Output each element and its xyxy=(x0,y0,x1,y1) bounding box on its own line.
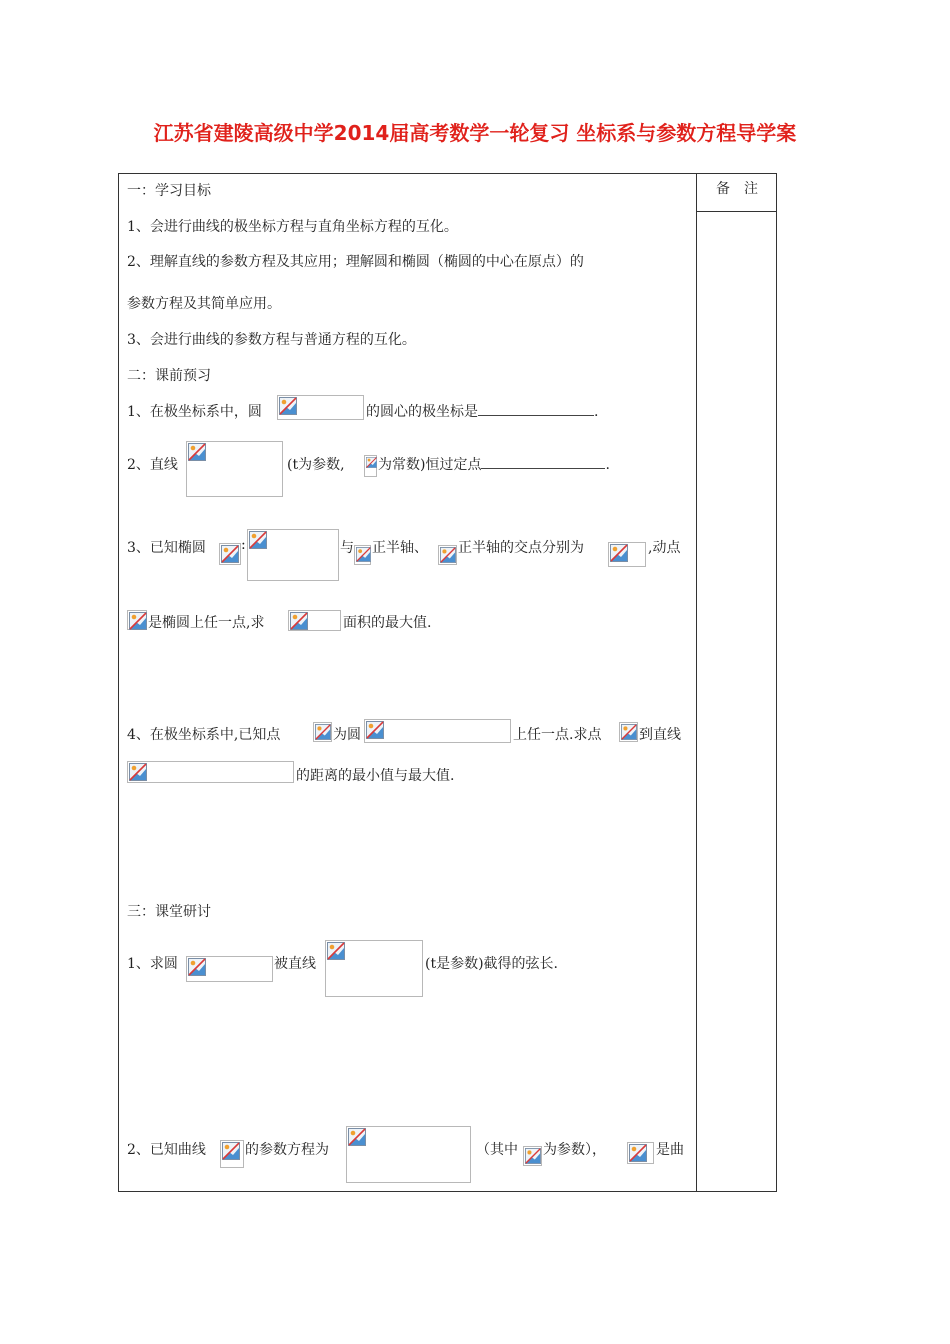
formula-image xyxy=(523,1146,542,1166)
content-table xyxy=(118,173,777,1192)
formula-image xyxy=(288,610,341,631)
formula-image xyxy=(364,455,377,477)
column-divider xyxy=(696,173,697,1192)
broken-image-icon xyxy=(356,547,371,562)
section1-heading: 一：学习目标 xyxy=(127,183,211,199)
q4-text-e: 的距离的最小值与最大值. xyxy=(296,768,455,784)
q4-text-b: 为圆 xyxy=(333,727,361,743)
broken-image-icon xyxy=(129,763,147,781)
broken-image-icon xyxy=(221,545,239,563)
document-title: 江苏省建陵高级中学2014届高考数学一轮复习 坐标系与参数方程导学案 xyxy=(153,121,797,145)
q3-text-g: 面积的最大值. xyxy=(343,615,432,631)
q1-label: 的圆心的极坐标是 xyxy=(366,404,478,420)
goal-1: 1、会进行曲线的极坐标方程与直角坐标方程的互化。 xyxy=(127,219,458,235)
goal-3: 3、会进行曲线的参数方程与普通方程的互化。 xyxy=(127,332,416,348)
broken-image-icon xyxy=(279,397,297,415)
q4-text-c: 上任一点.求点 xyxy=(513,727,602,743)
broken-image-icon xyxy=(621,724,637,740)
broken-image-icon xyxy=(440,547,456,563)
formula-image xyxy=(627,1142,654,1164)
q2-text-a: 2、直线 xyxy=(127,457,178,473)
broken-image-icon xyxy=(222,1142,240,1160)
formula-image xyxy=(186,441,283,497)
formula-image xyxy=(346,1126,471,1183)
formula-image xyxy=(277,395,364,420)
formula-image xyxy=(186,956,273,982)
formula-image xyxy=(219,543,241,565)
formula-image xyxy=(325,940,423,997)
broken-image-icon xyxy=(129,612,147,630)
q3-text-b: 与 xyxy=(340,540,354,556)
formula-image xyxy=(220,1140,244,1168)
section3-heading: 三：课堂研讨 xyxy=(127,904,211,920)
q3-colon: : xyxy=(241,537,246,553)
section2-heading: 二：课前预习 xyxy=(127,368,211,384)
q3-text-e: ,动点 xyxy=(648,540,681,556)
p2-text-e: 是曲 xyxy=(656,1142,684,1158)
p2-text-d: 为参数）， xyxy=(543,1142,606,1158)
broken-image-icon xyxy=(629,1144,647,1162)
answer-blank[interactable] xyxy=(481,454,605,469)
broken-image-icon xyxy=(188,958,206,976)
remark-column-header: 备注 xyxy=(716,181,772,197)
q2-text-c: 为常数)恒过定点 . xyxy=(378,454,610,474)
p1-text-a: 1、求圆 xyxy=(127,956,178,972)
formula-image xyxy=(364,719,511,743)
formula-image xyxy=(354,545,371,565)
goal-2b: 参数方程及其简单应用。 xyxy=(127,296,281,312)
q1-text-a: 1、在极坐标系中，圆 xyxy=(127,404,262,420)
q3-text-d: 正半轴的交点分别为 xyxy=(458,540,584,556)
q3-text-c: 正半轴、 xyxy=(372,540,428,556)
p1-text-b: 被直线 xyxy=(274,956,316,972)
p1-text-c: (t是参数)截得的弦长. xyxy=(425,956,558,972)
broken-image-icon xyxy=(366,457,377,468)
broken-image-icon xyxy=(525,1148,541,1164)
formula-image xyxy=(313,722,332,742)
broken-image-icon xyxy=(290,612,308,630)
broken-image-icon xyxy=(327,942,345,960)
formula-image xyxy=(608,542,646,567)
formula-image xyxy=(127,761,294,783)
broken-image-icon xyxy=(366,721,384,739)
broken-image-icon xyxy=(348,1128,366,1146)
q1-text-b: 的圆心的极坐标是 . xyxy=(366,401,598,421)
q2-label: 为常数)恒过定点 xyxy=(378,457,482,473)
broken-image-icon xyxy=(188,443,206,461)
p2-text-a: 2、已知曲线 xyxy=(127,1142,206,1158)
broken-image-icon xyxy=(249,531,267,549)
q4-text-a: 4、在极坐标系中,已知点 xyxy=(127,727,281,743)
p2-text-b: 的参数方程为 xyxy=(245,1142,329,1158)
formula-image xyxy=(438,545,457,565)
goal-2a: 2、理解直线的参数方程及其应用；理解圆和椭圆（椭圆的中心在原点）的 xyxy=(127,254,584,270)
formula-image xyxy=(127,610,147,630)
q4-text-d: 到直线 xyxy=(639,727,681,743)
broken-image-icon xyxy=(610,544,628,562)
p2-text-c: （其中 xyxy=(476,1142,518,1158)
remark-header-divider xyxy=(697,211,777,212)
broken-image-icon xyxy=(315,724,331,740)
q3-text-a: 3、已知椭圆 xyxy=(127,540,206,556)
q3-text-f: 是椭圆上任一点,求 xyxy=(148,615,265,631)
formula-image xyxy=(247,529,339,581)
formula-image xyxy=(619,722,638,742)
q2-text-b: (t为参数, xyxy=(287,457,345,473)
answer-blank[interactable] xyxy=(478,401,594,416)
